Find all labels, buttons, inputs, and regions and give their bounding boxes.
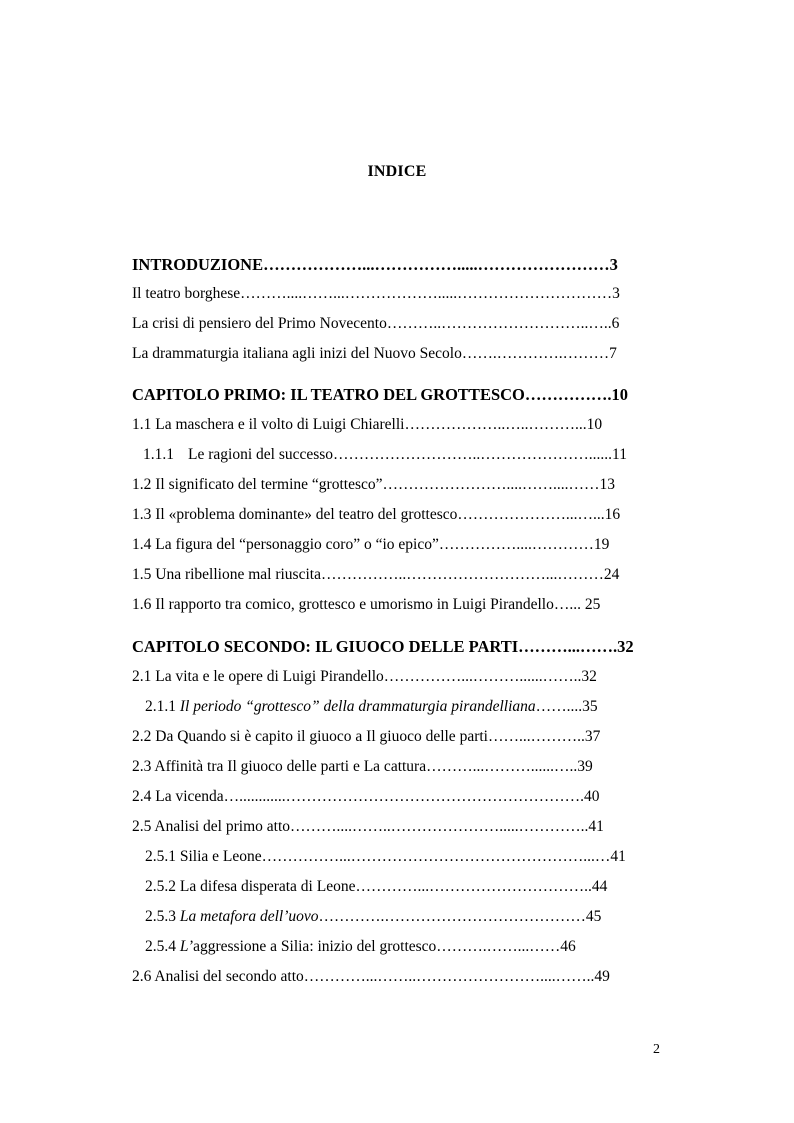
toc-entry: CAPITOLO SECONDO: IL GIUOCO DELLE PARTI………...…….32	[132, 637, 634, 656]
toc-entry: 1.3 Il «problema dominante» del teatro del grottesco…………………...…...16	[132, 506, 621, 523]
toc-entry: 1.1 La maschera e il volto di Luigi Chiarelli………………..…..………...10	[132, 416, 603, 433]
toc-number: 2.5.3	[145, 908, 176, 925]
page-title: INDICE	[367, 163, 427, 180]
toc-entry: 1.4 La figura del “personaggio coro” o “io epico”……………....…………19	[132, 536, 610, 553]
toc-number: 2.1.1	[145, 698, 176, 715]
toc-entry: Il teatro borghese………....……...……………….....…………………………3	[132, 285, 620, 302]
toc-entry: 1.2 Il significato del termine “grottesco”……………………....……....……13	[132, 476, 615, 493]
toc-entry	[145, 697, 660, 717]
toc-entry	[143, 445, 660, 465]
toc-entry-text: Il periodo “grottesco” della drammaturgia pirandelliana	[179, 698, 536, 715]
toc-entry: 2.5.1 Silia e Leone……………...………………………………………...…41	[145, 848, 626, 865]
toc-entry: 1.5 Una ribellione mal riuscita……………..………………………...………24	[132, 566, 620, 583]
toc-entry: 2.4 La vicenda…............………………………………………………….40	[132, 788, 600, 805]
toc-entry: 1.6 Il rapporto tra comico, grottesco e umorismo in Luigi Pirandello…... 25	[132, 596, 601, 613]
page-number: 2	[653, 1042, 660, 1057]
toc-entry: 2.5.2 La difesa disperata di Leone…………...…………………………..44	[145, 878, 608, 895]
toc-entry: La crisi di pensiero del Primo Novecento………..………………………..…..6	[132, 315, 620, 332]
toc-entry-text: aggressione a Silia: inizio del grottesco……….……...……46	[193, 938, 576, 955]
toc-entry: 2.3 Affinità tra Il giuoco delle parti e La cattura………...………......…..39	[132, 758, 593, 775]
toc-entry-text: Le ragioni del successo………………………..…………………......11	[188, 446, 627, 463]
toc-number: 1.1.1	[143, 446, 174, 463]
toc-leader: ………….…………………………………45	[318, 908, 602, 925]
toc-entry	[145, 907, 660, 927]
toc-entry: 2.5 Analisi del primo atto………....……..………………….....…………..41	[132, 818, 604, 835]
toc-entry: INTRODUZIONE………………...…………….....……………………3	[132, 255, 618, 274]
toc-entry: 2.2 Da Quando si è capito il giuoco a Il giuoco delle parti……...………..37	[132, 728, 601, 745]
toc-entry: La drammaturgia italiana agli inizi del Nuovo Secolo…….………….………7	[132, 345, 617, 362]
toc-entry: CAPITOLO PRIMO: IL TEATRO DEL GROTTESCO…………….10	[132, 385, 628, 404]
toc-entry-text: La metafora dell’uovo	[179, 908, 319, 925]
toc-entry: 2.6 Analisi del secondo atto…………...……..……………………....……..49	[132, 968, 610, 985]
toc-entry: 2.1 La vita e le opere di Luigi Pirandello……………...………......……..32	[132, 668, 597, 685]
toc-entry-text-italic: L’	[179, 938, 194, 955]
toc-entry	[145, 937, 660, 957]
toc-number: 2.5.4	[145, 938, 176, 955]
toc-leader: ……....35	[535, 698, 598, 715]
